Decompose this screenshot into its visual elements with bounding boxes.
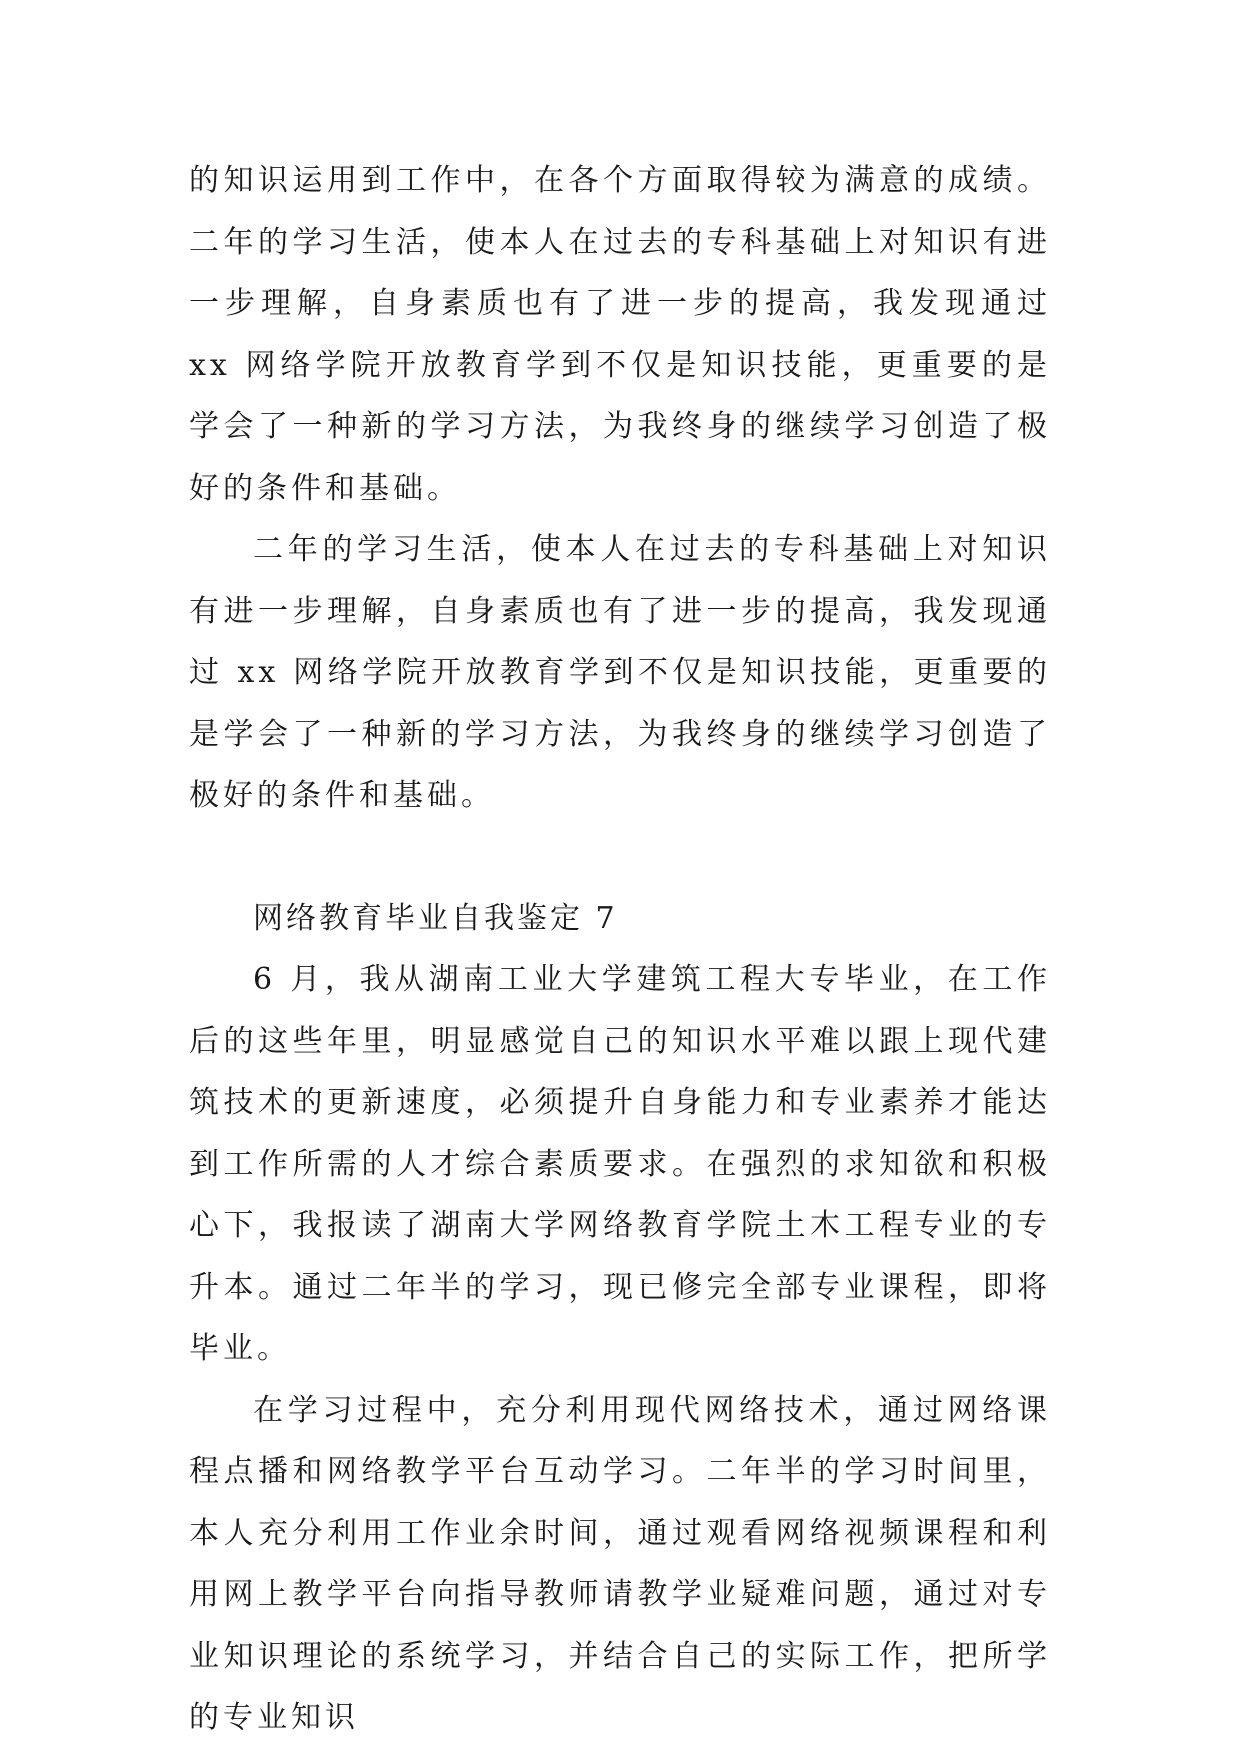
paragraph-learning-process: 在学习过程中，充分利用现代网络技术，通过网络课程点播和网络教学平台互动学习。二年半的学习时间里，本人充分利用工作业余时间，通过观看网络视频课程和利用网上教学平台向指导教师请教学业疑难问题，通过对专业知识理论的系统学习，并结合自己的实际工作，把所学的专业知识 [189, 1392, 1051, 1735]
section-title: 网络教育毕业自我鉴定 7 [253, 900, 618, 936]
document-page [189, 150, 1051, 1749]
paragraph-study-life: 二年的学习生活，使本人在过去的专科基础上对知识有进一步理解，自身素质也有了进一步的提高，我发现通过 xx 网络学院开放教育学到不仅是知识技能，更重要的是学会了一种新的学习方法，为我终身的继续学习创造了极好的条件和基础。 [189, 532, 1051, 813]
paragraph-background: 6 月，我从湖南工业大学建筑工程大专毕业，在工作后的这些年里，明显感觉自己的知识水平难以跟上现代建筑技术的更新速度，必须提升自身能力和专业素养才能达到工作所需的人才综合素质要求。在强烈的求知欲和积极心下，我报读了湖南大学网络教育学院土木工程专业的专升本。通过二年半的学习，现已修完全部专业课程，即将毕业。 [189, 962, 1051, 1366]
paragraph-continued: 的知识运用到工作中，在各个方面取得较为满意的成绩。二年的学习生活，使本人在过去的专科基础上对知识有进一步理解，自身素质也有了进一步的提高，我发现通过 xx 网络学院开放教育学到不仅是知识技能，更重要的是学会了一种新的学习方法，为我终身的继续学习创造了极好的条件和基础。 [189, 163, 1051, 506]
